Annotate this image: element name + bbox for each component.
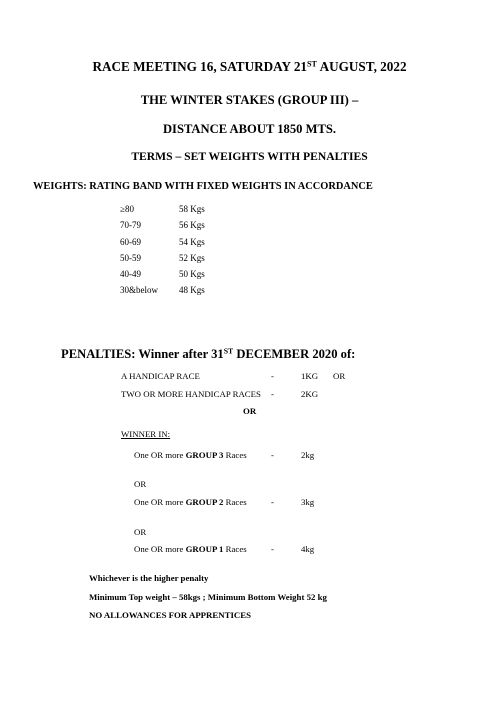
group-penalty-value: 2kg: [301, 450, 315, 460]
or-text: OR: [134, 527, 147, 537]
race-name: THE WINTER STAKES (GROUP III) –: [140, 93, 359, 107]
band-label: 30&below: [120, 285, 158, 295]
group-penalty-dash: -: [271, 450, 274, 460]
handicap-label: TWO OR MORE HANDICAP RACES: [121, 389, 261, 399]
band-label: 60-69: [120, 237, 141, 247]
band-weight: 50 Kgs: [179, 269, 205, 279]
penalty-note: Whichever is the higher penalty: [89, 573, 209, 583]
or-text: OR: [134, 479, 147, 489]
weights-title: WEIGHTS: RATING BAND WITH FIXED WEIGHTS IN ACCORDANCE: [33, 181, 373, 192]
minimum-weights-note: Minimum Top weight – 58kgs ; Minimum Bottom Weight 52 kg: [89, 592, 327, 602]
group-penalty-dash: -: [271, 497, 274, 507]
handicap-or: OR: [333, 371, 346, 381]
group-penalty-label: One OR more GROUP 2 Races: [134, 497, 247, 507]
penalties-title: PENALTIES: Winner after 31ST DECEMBER 2020 of:: [61, 346, 356, 361]
race-terms: TERMS – SET WEIGHTS WITH PENALTIES: [131, 150, 368, 163]
group-penalty-label: One OR more GROUP 3 Races: [134, 450, 247, 460]
handicap-label: A HANDICAP RACE: [121, 371, 200, 381]
band-label: ≥80: [120, 204, 134, 214]
handicap-penalty: 1KG: [301, 371, 319, 381]
band-label: 70-79: [120, 220, 141, 230]
race-distance: DISTANCE ABOUT 1850 MTS.: [162, 122, 337, 136]
group-penalty-dash: -: [271, 544, 274, 554]
group-penalty-label: One OR more GROUP 1 Races: [134, 544, 247, 554]
band-label: 40-49: [120, 269, 141, 279]
band-label: 50-59: [120, 253, 141, 263]
handicap-dash: -: [271, 371, 274, 381]
band-weight: 52 Kgs: [179, 253, 205, 263]
handicap-dash: -: [271, 389, 274, 399]
group-penalty-value: 3kg: [301, 497, 315, 507]
band-weight: 54 Kgs: [179, 237, 205, 247]
group-penalty-value: 4kg: [301, 544, 315, 554]
band-weight: 58 Kgs: [179, 204, 205, 214]
band-weight: 56 Kgs: [179, 220, 205, 230]
handicap-penalty: 2KG: [301, 389, 319, 399]
winner-in-label: WINNER IN:: [121, 429, 171, 439]
band-weight: 48 Kgs: [179, 285, 205, 295]
meeting-title: RACE MEETING 16, SATURDAY 21ST AUGUST, 2022: [92, 59, 407, 74]
or-separator: OR: [243, 406, 257, 416]
apprentices-note: NO ALLOWANCES FOR APPRENTICES: [89, 610, 252, 620]
